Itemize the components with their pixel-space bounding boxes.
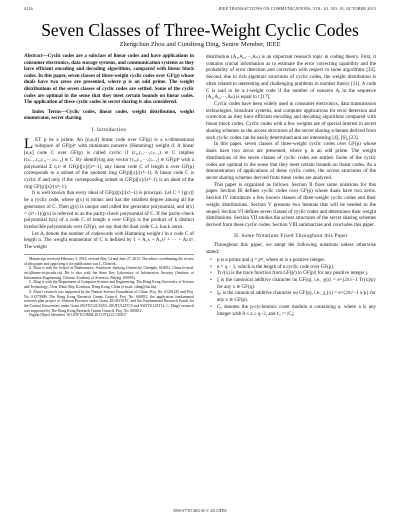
drop-cap: L (24, 135, 34, 152)
intro-paragraph-2: It is well known that every ideal of GF(p)[x]/(xⁿ−1) is principal. Let C = ⟨g(x)⟩ be a cyclic code, where g(x) is monic and has the smallest degree among all the generators of C. Then g(x) is unique and called the generator polynomial, and h(x) = (xⁿ−1)/g(x) is referred to as the parity-check polynomial of C. If the parity-check polynomial h(x) of a code C of length n over GF(p) is the product of k distinct irreducible polynomials over GF(p), we say that the dual code C⊥ has k zeros. (24, 190, 194, 230)
list-item: • ξ is the canonical additive character on GF(q), i.e., χ(x) = e^{2π√−1 Tr(x)/p} for any x ∈ GF(q). (213, 277, 376, 290)
list-item: • n = q − 1, which is the length of a cyclic code over GF(p). (213, 264, 376, 271)
right-paragraph-2: Cyclic codes have been widely used in consumer electronics, data transmission technologies, broadcast systems, and computer applications for error detection and correction as they have efficient encoding and decoding algorithms compared with linear block codes. Cyclic codes with a few weights are of special interest in secret sharing schemes as the access structures of the secret sharing schemes derived from such cyclic codes can be easily determined and are interesting [4], [6], [23]. (206, 101, 376, 141)
list-item: • Trⱼⁱ(x) is the trace function from GF(pⁱ) to GF(pʲ) for any positive integer j. (213, 270, 376, 277)
page-number: 4126 (24, 6, 33, 11)
intro-text-1: ET p be a prime. An [n,κ,d] linear code over GF(p) is a κ-dimensional subspace of GF(p)ⁿ with minimum nonzero (Hamming) weight d. A linear [n,κ] code C over GF(p) is called cyclic if (c₀,c₁,···,cₙ₋₁) ∈ C implies (cₙ₋₁,c₀,c₁,···,cₙ₋₂) ∈ C. By identifying any vector (c₀,c₁,···,cₙ₋₁) ∈ GF(p)ⁿ with a polynomial Σ cᵢxⁱ ∈ GF(p)[x]/(xⁿ−1), any linear code C of length n over GF(p) corresponds to a subset of the quotient ring GF(p)[x]/(xⁿ−1). A linear code C is cyclic if and only if the corresponding subset in GF(p)[x]/(xⁿ−1) is an ideal of the ring GF(p)[x]/(xⁿ−1). (24, 136, 194, 190)
intro-paragraph-1 (24, 137, 194, 191)
footnote-ding: C. Ding is with the Department of Computer Science and Engineering, The Hong Kong University of Science and Technology, Clear Water Bay, Kowloon, Hong Kong, China (e-mail: cding@ust.hk). (24, 280, 194, 290)
intro-paragraph-3: Let Aᵢ denote the number of codewords with Hamming weight i in a code C of length n. The weight enumerator of C is defined by 1 + A₁x + A₂x² + ··· + Aₙxⁿ. The weight (24, 230, 194, 251)
list-item: • p is a prime and q = pᵐ, where m is a positive integer. (213, 257, 376, 264)
footnotes (24, 254, 194, 318)
paper-title: Seven Classes of Three-Weight Cyclic Codes (41, 20, 359, 40)
running-header (24, 6, 376, 14)
footnote-doi: Digital Object Identifier 10.1109/TCOMM.2013.072213.130107 (29, 313, 127, 318)
paper-authors: Zhengchun Zhou and Cunsheng Ding, Senior Member, IEEE (119, 41, 281, 48)
right-paragraph-1: distribution (A₁,A₂,···,Aₙ) is an important research topic in coding theory. First, it contains crucial information as to estimate the error correcting capability and the probability of error detection and correction with respect to some algorithms [33]. Second, due to rich algebraic structures of cyclic codes, the weight distribution is often related to interesting and challenging problems in number theory [11]. A code C is said to be a t-weight code if the number of nonzero Aᵢ in the sequence (A₁,A₂,···,Aₙ) is equal to t [17]. (206, 54, 376, 101)
right-paragraph-3: In this paper, seven classes of three-weight cyclic codes over GF(p) whose duals have two zeros are presented, where p is an odd prime. The weight distributions of the seven classes of cyclic codes are settled. Some of the cyclic codes are optimal in the sense that they meet certain bounds on linear codes. As a demonstration of applications of these cyclic codes, the access structures of the secret sharing schemes derived from these codes are analyzed. (206, 141, 376, 181)
footnote-funding: Z. Zhou's research was supported by the Natural Science Foundation of China, Proj. No. 61201243 and Proj. No. 61373009, The Hong Kong Research Grants Council, Proj. No. 600812, the application fundamental research plan project of Sichuan Province under Grant 2013JY0167, and the Fundamental Research Funds for the Central Universities under Grant SWJTU12CX053, SWJTU12ZT15 and SWJTU12ZT14. C. Ding's research was supported by The Hong Kong Research Grants Council, Proj. No. 600812. (24, 289, 194, 313)
abstract: Abstract—Cyclic codes are a subclass of linear codes and have applications in consumer electronics, data storage systems, and communication systems as they have efficient encoding and decoding algorithms, compared with linear block codes. In this paper, seven classes of three-weight cyclic codes over GF(p) whose duals have two zeros are presented, where p is an odd prime. The weight distributions of the seven classes of cyclic codes are settled. Some of the cyclic codes are optimal in the sense that they meet certain bounds on linear codes. The application of these cyclic codes in secret sharing is also considered. (24, 54, 194, 106)
left-column (24, 54, 194, 318)
right-paragraph-4: This paper is organized as follows. Section II fixes some notations for this paper. Section III defines cyclic codes over GF(p) whose duals have two zeros. Section IV introduces a few known classes of three-weight cyclic codes and their weight distributions. Section V presents two lemmas that will be needed in the sequel. Section VI defines seven classes of cyclic codes and determines their weight distributions. Section VII studies the access structures of the secret sharing schemes derived from these cyclic codes. Section VIII summarizes and concludes this paper. (206, 181, 376, 228)
right-column (206, 54, 376, 317)
section-1-heading: I. Introduction (91, 126, 127, 133)
list-item: • Cₐ denotes the p-cyclotomic coset modulo n containing a, where a is any integer with 0 ≤ a ≤ q−2, and ℓₐ := |Cₐ| (213, 304, 376, 317)
index-terms: Index Terms—Cyclic codes, linear codes, weight distribution, weight enumerator, secret sharing. (24, 109, 194, 122)
footnote-zhou: Z. Zhou is with the School of Mathematics, Southwest Jiaotong University, Chengdu, 610031, China (e-mail: zzc@home.swjtu.edu.cn). He is also with the State Key Laboratory of Information Security (Institute of Information Engineering, Chinese Academy of Sciences, Beijing 100093). (24, 266, 194, 280)
notation-list (206, 257, 376, 317)
section-2-intro: Throughout this paper, we adopt the following notations unless otherwise stated: (206, 242, 376, 256)
footnote-received: Manuscript received February 5, 2013; revised May 14 and June 27, 2013. The editor coordinating the review of this paper and approving it for publication was L. Dolecek. (24, 256, 194, 266)
section-2-heading: II. Some Notations Fixed Throughout this Paper (234, 232, 348, 239)
journal-header: IEEE TRANSACTIONS ON COMMUNICATIONS, VOL. 61, NO. 10, OCTOBER 2013 (218, 6, 376, 11)
list-item: • ξₚ is the canonical additive character on GF(p), i.e., χ₁(x) = e^{2π√−1 x/p} for any x ∈ GF(p). (213, 290, 376, 303)
copyright-line: 0090-6778/13$31.00 © 2013 IEEE (173, 509, 227, 513)
